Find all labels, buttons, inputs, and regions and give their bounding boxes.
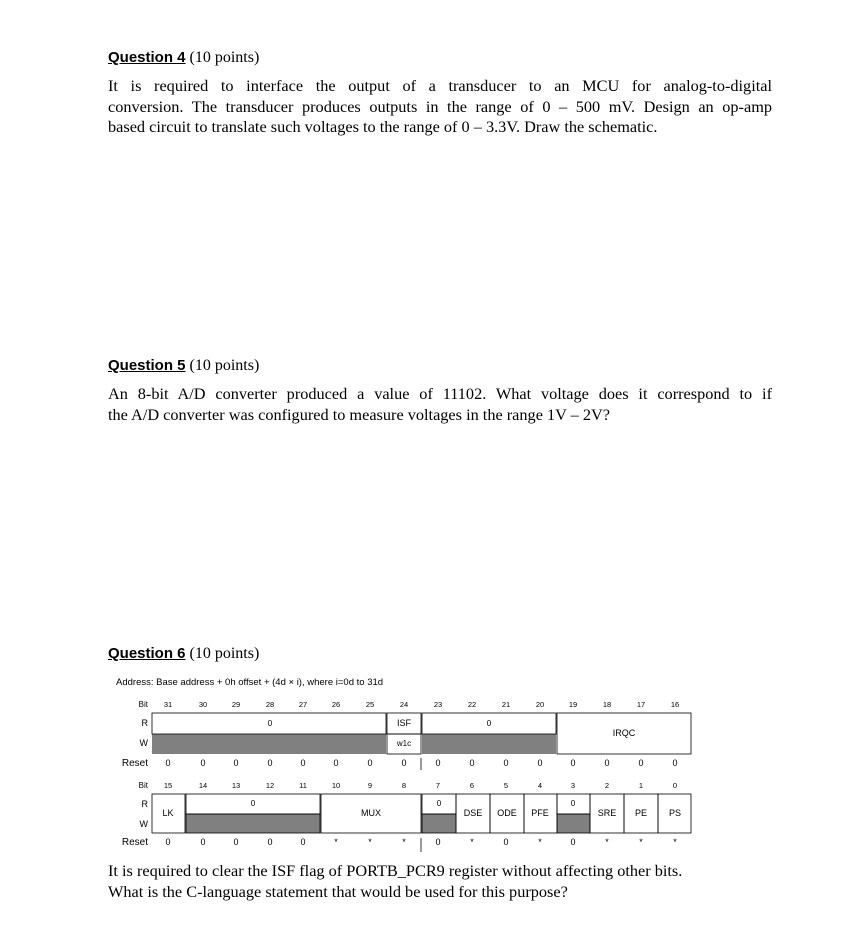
bit-26: 26: [331, 700, 341, 709]
reset-10: *: [334, 837, 338, 847]
reset-29: 0: [233, 758, 239, 768]
bit-14: 14: [198, 781, 208, 790]
bit-11: 11: [299, 781, 307, 790]
bit-15: 15: [163, 781, 173, 790]
reset-31: 0: [165, 758, 171, 768]
reset-9: *: [368, 837, 372, 847]
lower-w-reserved-left: [186, 814, 320, 833]
question-4-line-3: based circuit to translate such voltages to the range of 0 – 3.3V. Draw the schematic.: [108, 117, 658, 136]
question-4-line-2: conversion. The transducer produces outputs in the range of 0 – 500 mV. Design an op-amp: [108, 96, 772, 116]
question-6-line-1: It is required to clear the ISF flag of PORTB_PCR9 register without affecting other bits.: [108, 861, 683, 880]
reset-30: 0: [200, 758, 206, 768]
reset-0: *: [673, 837, 677, 847]
bit-24: 24: [399, 700, 409, 709]
pe-field: PE: [634, 808, 648, 818]
reset-4: *: [538, 837, 542, 847]
register-address: Address: Base address + 0h offset + (4d × i), where i=0d to 31d: [116, 677, 384, 688]
lower-reserved-7: [422, 814, 456, 833]
bit-31: 31: [163, 700, 173, 709]
bit-20: 20: [535, 700, 545, 709]
ode-field: ODE: [497, 808, 517, 818]
bit-4: 4: [537, 781, 543, 790]
bit-12: 12: [265, 781, 275, 790]
sre-field: SRE: [597, 808, 617, 818]
reset-24: 0: [401, 758, 407, 768]
question-6-label: Question 6: [108, 645, 186, 662]
lower-r-reserved-3: 0: [570, 799, 576, 808]
question-4-label: Question 4: [108, 49, 186, 66]
bit-19: 19: [568, 700, 578, 709]
bit-5: 5: [503, 781, 509, 790]
bit-28: 28: [265, 700, 275, 709]
reset-28: 0: [267, 758, 273, 768]
bit-21: 21: [501, 700, 511, 709]
irqc-field: IRQC: [612, 728, 636, 738]
bit-22: 22: [467, 700, 477, 709]
lower-r-reserved-left: 0: [250, 799, 256, 808]
upper-w-label: W: [139, 738, 148, 748]
lower-reserved-3: [557, 814, 590, 833]
upper-r-label: R: [141, 718, 148, 728]
reset-2: *: [605, 837, 609, 847]
reset-23: 0: [435, 758, 441, 768]
upper-w-reserved-mid: [422, 734, 556, 754]
bit-2: 2: [604, 781, 610, 790]
reset-15: 0: [165, 837, 171, 847]
lower-bit-label: Bit: [138, 781, 148, 790]
reset-13: 0: [233, 837, 239, 847]
bit-0: 0: [672, 781, 678, 790]
dse-field: DSE: [463, 808, 483, 818]
bit-27: 27: [298, 700, 308, 709]
question-5-line-2: the A/D converter was configured to measure voltages in the range 1V – 2V?: [108, 404, 610, 424]
reset-22: 0: [469, 758, 475, 768]
lower-bit-numbers: [164, 781, 677, 790]
reset-8: *: [402, 837, 406, 847]
bit-7: 7: [435, 781, 441, 790]
isf-field: ISF: [396, 718, 412, 728]
bit-13: 13: [231, 781, 241, 790]
lower-reset-label: Reset: [121, 837, 148, 848]
reset-19: 0: [570, 758, 576, 768]
reset-20: 0: [537, 758, 543, 768]
reset-1: *: [639, 837, 643, 847]
bit-10: 10: [331, 781, 341, 790]
reset-27: 0: [300, 758, 306, 768]
reset-5: 0: [503, 837, 509, 847]
bit-6: 6: [469, 781, 475, 790]
question-5-label: Question 5: [108, 357, 186, 374]
reset-17: 0: [638, 758, 644, 768]
question-6-text: [108, 861, 772, 902]
bit-17: 17: [636, 700, 646, 709]
bit-18: 18: [602, 700, 612, 709]
lower-r-reserved-7: 0: [436, 799, 442, 808]
mux-field: MUX: [361, 808, 381, 818]
question-5-line-1: An 8-bit A/D converter produced a value of 11102. What voltage does it correspond to if: [108, 384, 772, 403]
reset-12: 0: [267, 837, 273, 847]
question-6-points: (10 points): [189, 645, 260, 662]
pfe-field: PFE: [531, 808, 549, 818]
bit-16: 16: [670, 700, 680, 709]
bit-9: 9: [367, 781, 373, 790]
bit-8: 8: [401, 781, 407, 790]
lower-r-label: R: [141, 799, 148, 809]
question-4-points: (10 points): [189, 49, 260, 66]
bit-30: 30: [198, 700, 208, 709]
upper-bit-numbers: [164, 700, 679, 709]
reset-16: 0: [672, 758, 678, 768]
bit-1: 1: [638, 781, 644, 790]
lower-w-label: W: [139, 819, 148, 829]
reset-18: 0: [604, 758, 610, 768]
upper-r-reserved-left: 0: [267, 719, 273, 728]
reset-25: 0: [367, 758, 373, 768]
question-6-line-2: What is the C-language statement that would be used for this purpose?: [108, 881, 568, 901]
reset-21: 0: [503, 758, 509, 768]
upper-bit-label: Bit: [138, 700, 148, 709]
reset-3: 0: [570, 837, 576, 847]
question-5-points: (10 points): [189, 357, 260, 374]
bit-29: 29: [231, 700, 241, 709]
bit-23: 23: [433, 700, 443, 709]
reset-14: 0: [200, 837, 206, 847]
reset-11: 0: [300, 837, 306, 847]
bit-25: 25: [365, 700, 375, 709]
upper-reset-label: Reset: [121, 758, 148, 769]
lk-field: LK: [162, 808, 174, 818]
question-4-line-1: It is required to interface the output of a transducer to an MCU for analog-to-digital: [108, 76, 772, 95]
isf-w1c: w1c: [396, 739, 412, 748]
upper-reset-values: [165, 758, 677, 768]
ps-field: PS: [668, 808, 682, 818]
bit-3: 3: [570, 781, 576, 790]
upper-w-reserved-left: [152, 734, 386, 754]
reset-6: *: [470, 837, 474, 847]
upper-r-reserved-mid: 0: [486, 719, 492, 728]
reset-26: 0: [333, 758, 339, 768]
reset-7: 0: [435, 837, 441, 847]
